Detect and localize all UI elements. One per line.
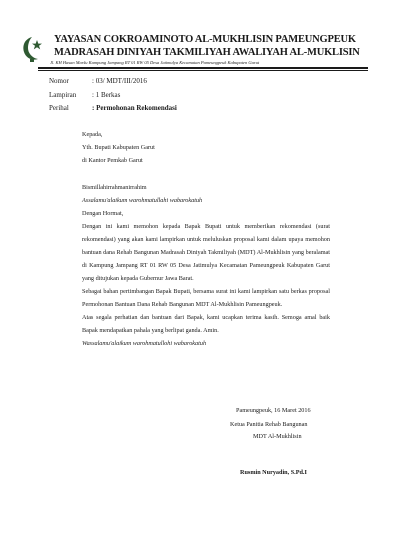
nomor-value: : 03/ MDT/III/2016 [92,77,147,85]
paragraph-thanks: Atas segala perhatian dan bantuan dari Bapak, kami ucapkan terima kasih. Semoga amal baik Bapak mendapatkan pahala yang berlipat ganda. Amin. [82,314,330,334]
letter-body [82,220,330,350]
place-date: Pameungpeuk, 16 Maret 2016 [236,407,311,414]
recipient-line1: Kepada, [82,131,103,138]
letterhead-rule-thick [38,67,368,69]
perihal-value: : Permohonan Rekomendasi [92,104,177,112]
signer-name: Rusmin Nuryadin, S.Pd.I [240,469,307,476]
paragraph-request: Dengan ini kami memohon kepada Bapak Bupati untuk memberikan rekomendasi (surat rekomendasi) yang akan kami lampirkan untuk meluluskan proposal kami dalam upaya memohon bantuan dana Rehab Bangunan Madrasah Diniyah Takmiliyah (MDT) Al-Mukhlisin yang beralamat di Kampung Jampang RT 01 RW 05 Desa Jatimulya Kecamatan Pameungpeuk Kabupaten Garut yang ditujukan kepada Gubernur Jawa Barat. [82,223,330,282]
org-name-line1: YAYASAN COKROAMINOTO AL-MUKHLISIN PAMEUNGPEUK [54,34,356,45]
bismillah: Bismillahirrahmanirrahim [82,184,147,191]
salam-opening: Assalamu'alaikum warohmatullahi wabarokatuh [82,197,203,204]
paragraph-attachment: Sebagai bahan pertimbangan Bapak Bupati, bersama surat ini kami lampirkan satu berkas proposal Permohonan Bantuan Dana Rehab Bangunan MDT Al-Mukhlisin Pameungpeuk. [82,288,330,308]
signer-role-line2: MDT Al-Mukhlisin [253,433,302,440]
letterhead [0,0,400,70]
lampiran-label: Lampiran [49,91,77,99]
perihal-label: Perihal [49,104,69,112]
lampiran-value: : 1 Berkas [92,91,121,99]
recipient-line2: Yth. Bupati Kabupaten Garut [82,144,155,151]
nomor-label: Nomor [49,77,69,85]
org-address: Jl. KH Hasan Maršu Kampung Jampang RT 01 RW 05 Desa Jatimulya Kecamatan Pameungpeuk Kabupaten Garut [50,60,260,65]
greeting: Dengan Hormat, [82,210,124,217]
letterhead-rule-thin [38,70,368,71]
crescent-star-logo-icon [17,34,47,64]
signer-role-line1: Ketua Panitia Rehab Bangunan [230,421,308,428]
recipient-line3: di Kantor Pemkab Garut [82,157,143,164]
org-name-line2: MADRASAH DINIYAH TAKMILIYAH AWALIYAH AL-MUKLISIN [54,47,360,58]
salam-closing: Wassalamu'alaikum warohmatullohi wabarokatuh [82,340,207,347]
